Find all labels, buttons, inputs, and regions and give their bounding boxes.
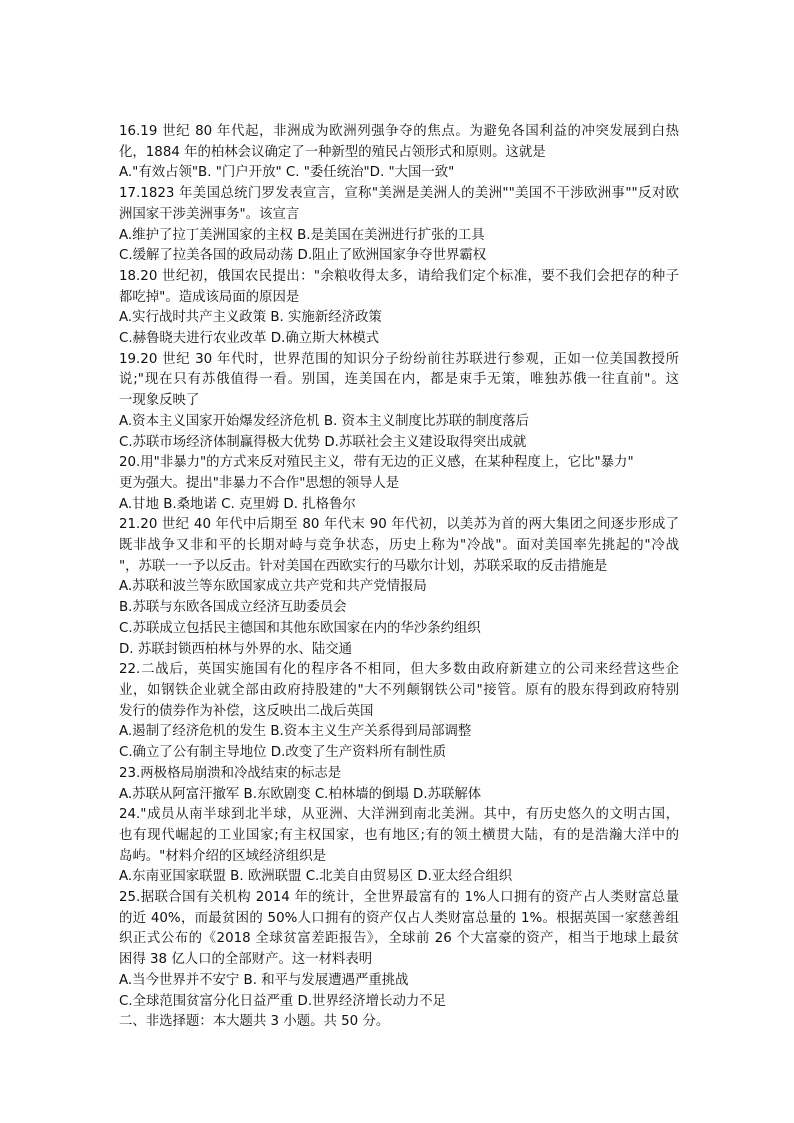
- text-line: A.甘地 B.桑地诺 C. 克里姆 D. 扎格鲁尔: [119, 496, 356, 512]
- text-line: 岛屿。"材料介绍的区域经济组织是: [119, 848, 327, 864]
- text-line: 业，如钢铁企业就全部由政府持股建的"大不列颠钢铁公司"接管。原有的股东得到政府特别: [119, 682, 679, 698]
- text-line: D. 苏联封锁西柏林与外界的水、陆交通: [119, 641, 353, 657]
- exam-page-text: [119, 122, 679, 1033]
- text-line: A.苏联从阿富汗撤军 B.东欧剧变 C.柏林墙的倒塌 D.苏联解体: [119, 786, 482, 802]
- text-line: 二、非选择题：本大题共 3 小题。共 50 分。: [119, 1014, 390, 1030]
- text-line: B.苏联与东欧各国成立经济互助委员会: [119, 600, 347, 616]
- text-line: 发行的债券作为补偿，这反映出二战后英国: [119, 703, 374, 719]
- text-line: C.赫鲁晓夫进行农业改革 D.确立斯大林模式: [119, 331, 380, 347]
- text-line: 21.20 世纪 40 年代中后期至 80 年代末 90 年代初，以美苏为首的两大集团之间逐步形成了: [119, 517, 679, 533]
- text-line: A.苏联和波兰等东欧国家成立共产党和共产党情报局: [119, 579, 427, 595]
- text-line: 更为强大。提出"非暴力不合作"思想的领导人是: [119, 475, 400, 491]
- text-line: C.苏联成立包括民主德国和其他东欧国家在内的华沙条约组织: [119, 620, 481, 636]
- text-line: A.当今世界并不安宁 B. 和平与发展遭遇严重挑战: [119, 972, 409, 988]
- text-line: A.资本主义国家开始爆发经济危机 B. 资本主义制度比苏联的制度落后: [119, 413, 530, 429]
- text-line: A.遏制了经济危机的发生 B.资本主义生产关系得到局部调整: [119, 724, 472, 740]
- text-line: 22.二战后，英国实施国有化的程序各不相同，但大多数由政府新建立的公司来经营这些企: [119, 662, 679, 678]
- text-line: 17.1823 年美国总统门罗发表宣言，宣称"美洲是美洲人的美洲""美国不干涉欧洲事""反对欧: [119, 186, 679, 202]
- text-line: 困得 38 亿人口的全部财产。这一材料表明: [119, 952, 373, 968]
- text-line: A.维护了拉丁美洲国家的主权 B.是美国在美洲进行扩张的工具: [119, 227, 485, 243]
- text-line: 19.20 世纪 30 年代时，世界范围的知识分子纷纷前往苏联进行参观，正如一位美国教授所: [119, 351, 679, 367]
- text-line: A.东南亚国家联盟 B. 欧洲联盟 C.北美自由贸易区 D.亚太经合组织: [119, 869, 513, 885]
- text-line: 18.20 世纪初，俄国农民提出："余粮收得太多，请给我们定个标准，要不我们会把存的种子: [119, 268, 679, 284]
- text-line: A.实行战时共产主义政策 B. 实施新经济政策: [119, 310, 382, 326]
- text-line: 一现象反映了: [119, 393, 200, 409]
- text-line: C.缓解了拉美各国的政局动荡 D.阻止了欧洲国家争夺世界霸权: [119, 248, 487, 264]
- text-line: C.确立了公有制主导地位 D.改变了生产资料所有制性质: [119, 745, 447, 761]
- text-line: A."有效占领"B. "门户开放" C. "委任统治"D. "大国一致": [119, 165, 455, 181]
- text-line: C.苏联市场经济体制赢得极大优势 D.苏联社会主义建设取得突出成就: [119, 434, 527, 450]
- text-line: 也有现代崛起的工业国家;有主权国家，也有地区;有的领土横贯大陆，有的是浩瀚大洋中的: [119, 827, 679, 843]
- text-line: 的近 40%，而最贫困的 50%人口拥有的资产仅占人类财富总量的 1%。根据英国一家慈善组: [119, 910, 679, 926]
- text-line: 25.据联合国有关机构 2014 年的统计，全世界最富有的 1%人口拥有的资产占人类财富总量: [119, 890, 679, 906]
- text-line: 都吃掉"。造成该局面的原因是: [119, 289, 300, 305]
- text-line: C.全球范围贫富分化日益严重 D.世界经济增长动力不足: [119, 993, 447, 1009]
- text-line: 洲国家干涉美洲事务"。该宣言: [119, 206, 300, 222]
- text-line: 16.19 世纪 80 年代起，非洲成为欧洲列强争夺的焦点。为避免各国利益的冲突发展到白热: [119, 124, 679, 139]
- text-line: 说;"现在只有苏俄值得一看。别国，连美国在内，都是束手无策，唯独苏俄一往直前"。这: [119, 372, 679, 388]
- text-line: 20.用"非暴力"的方式来反对殖民主义，带有无边的正义感，在某种程度上，它比"暴力": [119, 455, 634, 471]
- text-line: 织正式公布的《2018 全球贫富差距报告》，全球前 26 个大富豪的资产，相当于地球上最贫: [119, 931, 679, 947]
- text-line: 既非战争又非和平的长期对峙与竞争状态，历史上称为"冷战"。面对美国率先挑起的"冷战: [119, 538, 679, 554]
- text-line: 化，1884 年的柏林会议确定了一种新型的殖民占领形式和原则。这就是: [119, 144, 546, 160]
- text-line: "，苏联一一予以反击。针对美国在西欧实行的马歇尔计划，苏联采取的反击措施是: [119, 558, 608, 574]
- text-line: 24."成员从南半球到北半球，从亚洲、大洋洲到南北美洲。其中，有历史悠久的文明古国，: [119, 807, 679, 823]
- text-line: 23.两极格局崩溃和冷战结束的标志是: [119, 765, 342, 781]
